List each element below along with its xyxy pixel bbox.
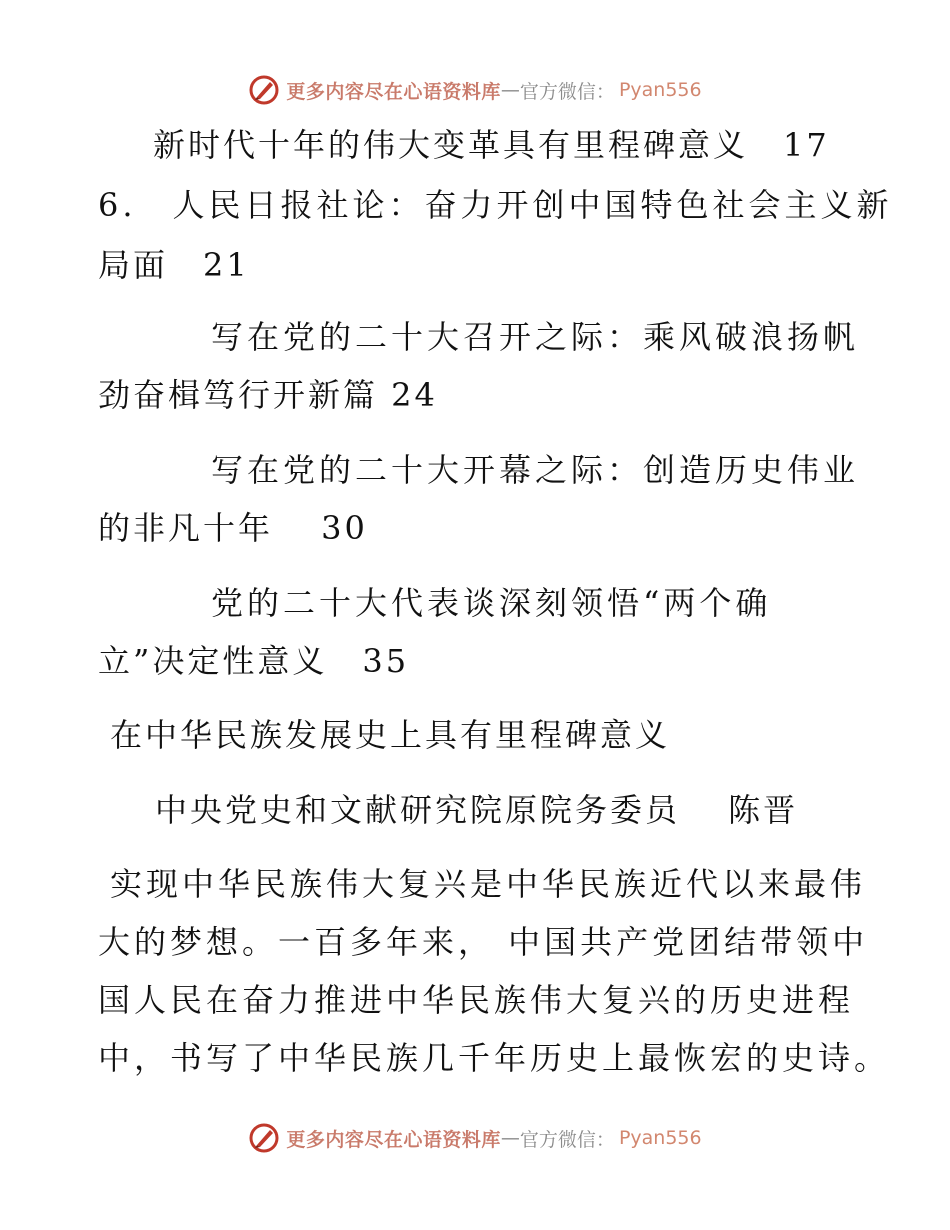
toc-line: 写在党的二十大开幕之际：创造历史伟业 xyxy=(211,451,860,489)
body-line: 实现中华民族伟大复兴是中华民族近代以来最伟 xyxy=(110,865,867,903)
toc-line: 立”决定性意义 35 xyxy=(98,642,410,680)
watermark-wechat-id: Pyan556 xyxy=(618,1127,702,1149)
toc-line: 劲奋楫笃行开新篇 24 xyxy=(98,376,438,414)
watermark-dash: — xyxy=(500,1127,520,1149)
toc-line: 写在党的二十大召开之际：乘风破浪扬帆 xyxy=(211,318,860,356)
body-line: 中，书写了中华民族几千年历史上最恢宏的史诗。 xyxy=(98,1039,891,1077)
body-line: 国人民在奋力推进中华民族伟大复兴的历史进程 xyxy=(98,981,855,1019)
watermark-site: 更多内容尽在心语资料库 xyxy=(286,1128,501,1151)
pen-logo-icon xyxy=(248,74,280,106)
watermark-site: 更多内容尽在心语资料库 xyxy=(286,80,501,103)
article-author: 中央党史和文献研究院原院务委员 陈晋 xyxy=(155,791,799,829)
pen-logo-icon xyxy=(248,1122,280,1154)
watermark-dash: — xyxy=(500,79,520,101)
watermark-wechat-id: Pyan556 xyxy=(618,79,702,101)
toc-line: 党的二十大代表谈深刻领悟“两个确 xyxy=(211,584,772,622)
toc-line: 新时代十年的伟大变革具有里程碑意义 17 xyxy=(153,126,830,164)
header-watermark xyxy=(0,70,950,110)
footer-watermark xyxy=(0,1118,950,1158)
toc-line: 局面 21 xyxy=(98,246,250,284)
body-line: 大的梦想。一百多年来， 中国共产党团结带领中 xyxy=(98,923,869,961)
watermark-wechat-label: 官方微信： xyxy=(519,80,615,103)
toc-line: 6. 人民日报社论：奋力开创中国特色社会主义新 xyxy=(98,186,893,224)
article-title: 在中华民族发展史上具有里程碑意义 xyxy=(110,716,671,754)
toc-line: 的非凡十年 30 xyxy=(98,509,368,547)
watermark-wechat-label: 官方微信： xyxy=(519,1128,615,1151)
